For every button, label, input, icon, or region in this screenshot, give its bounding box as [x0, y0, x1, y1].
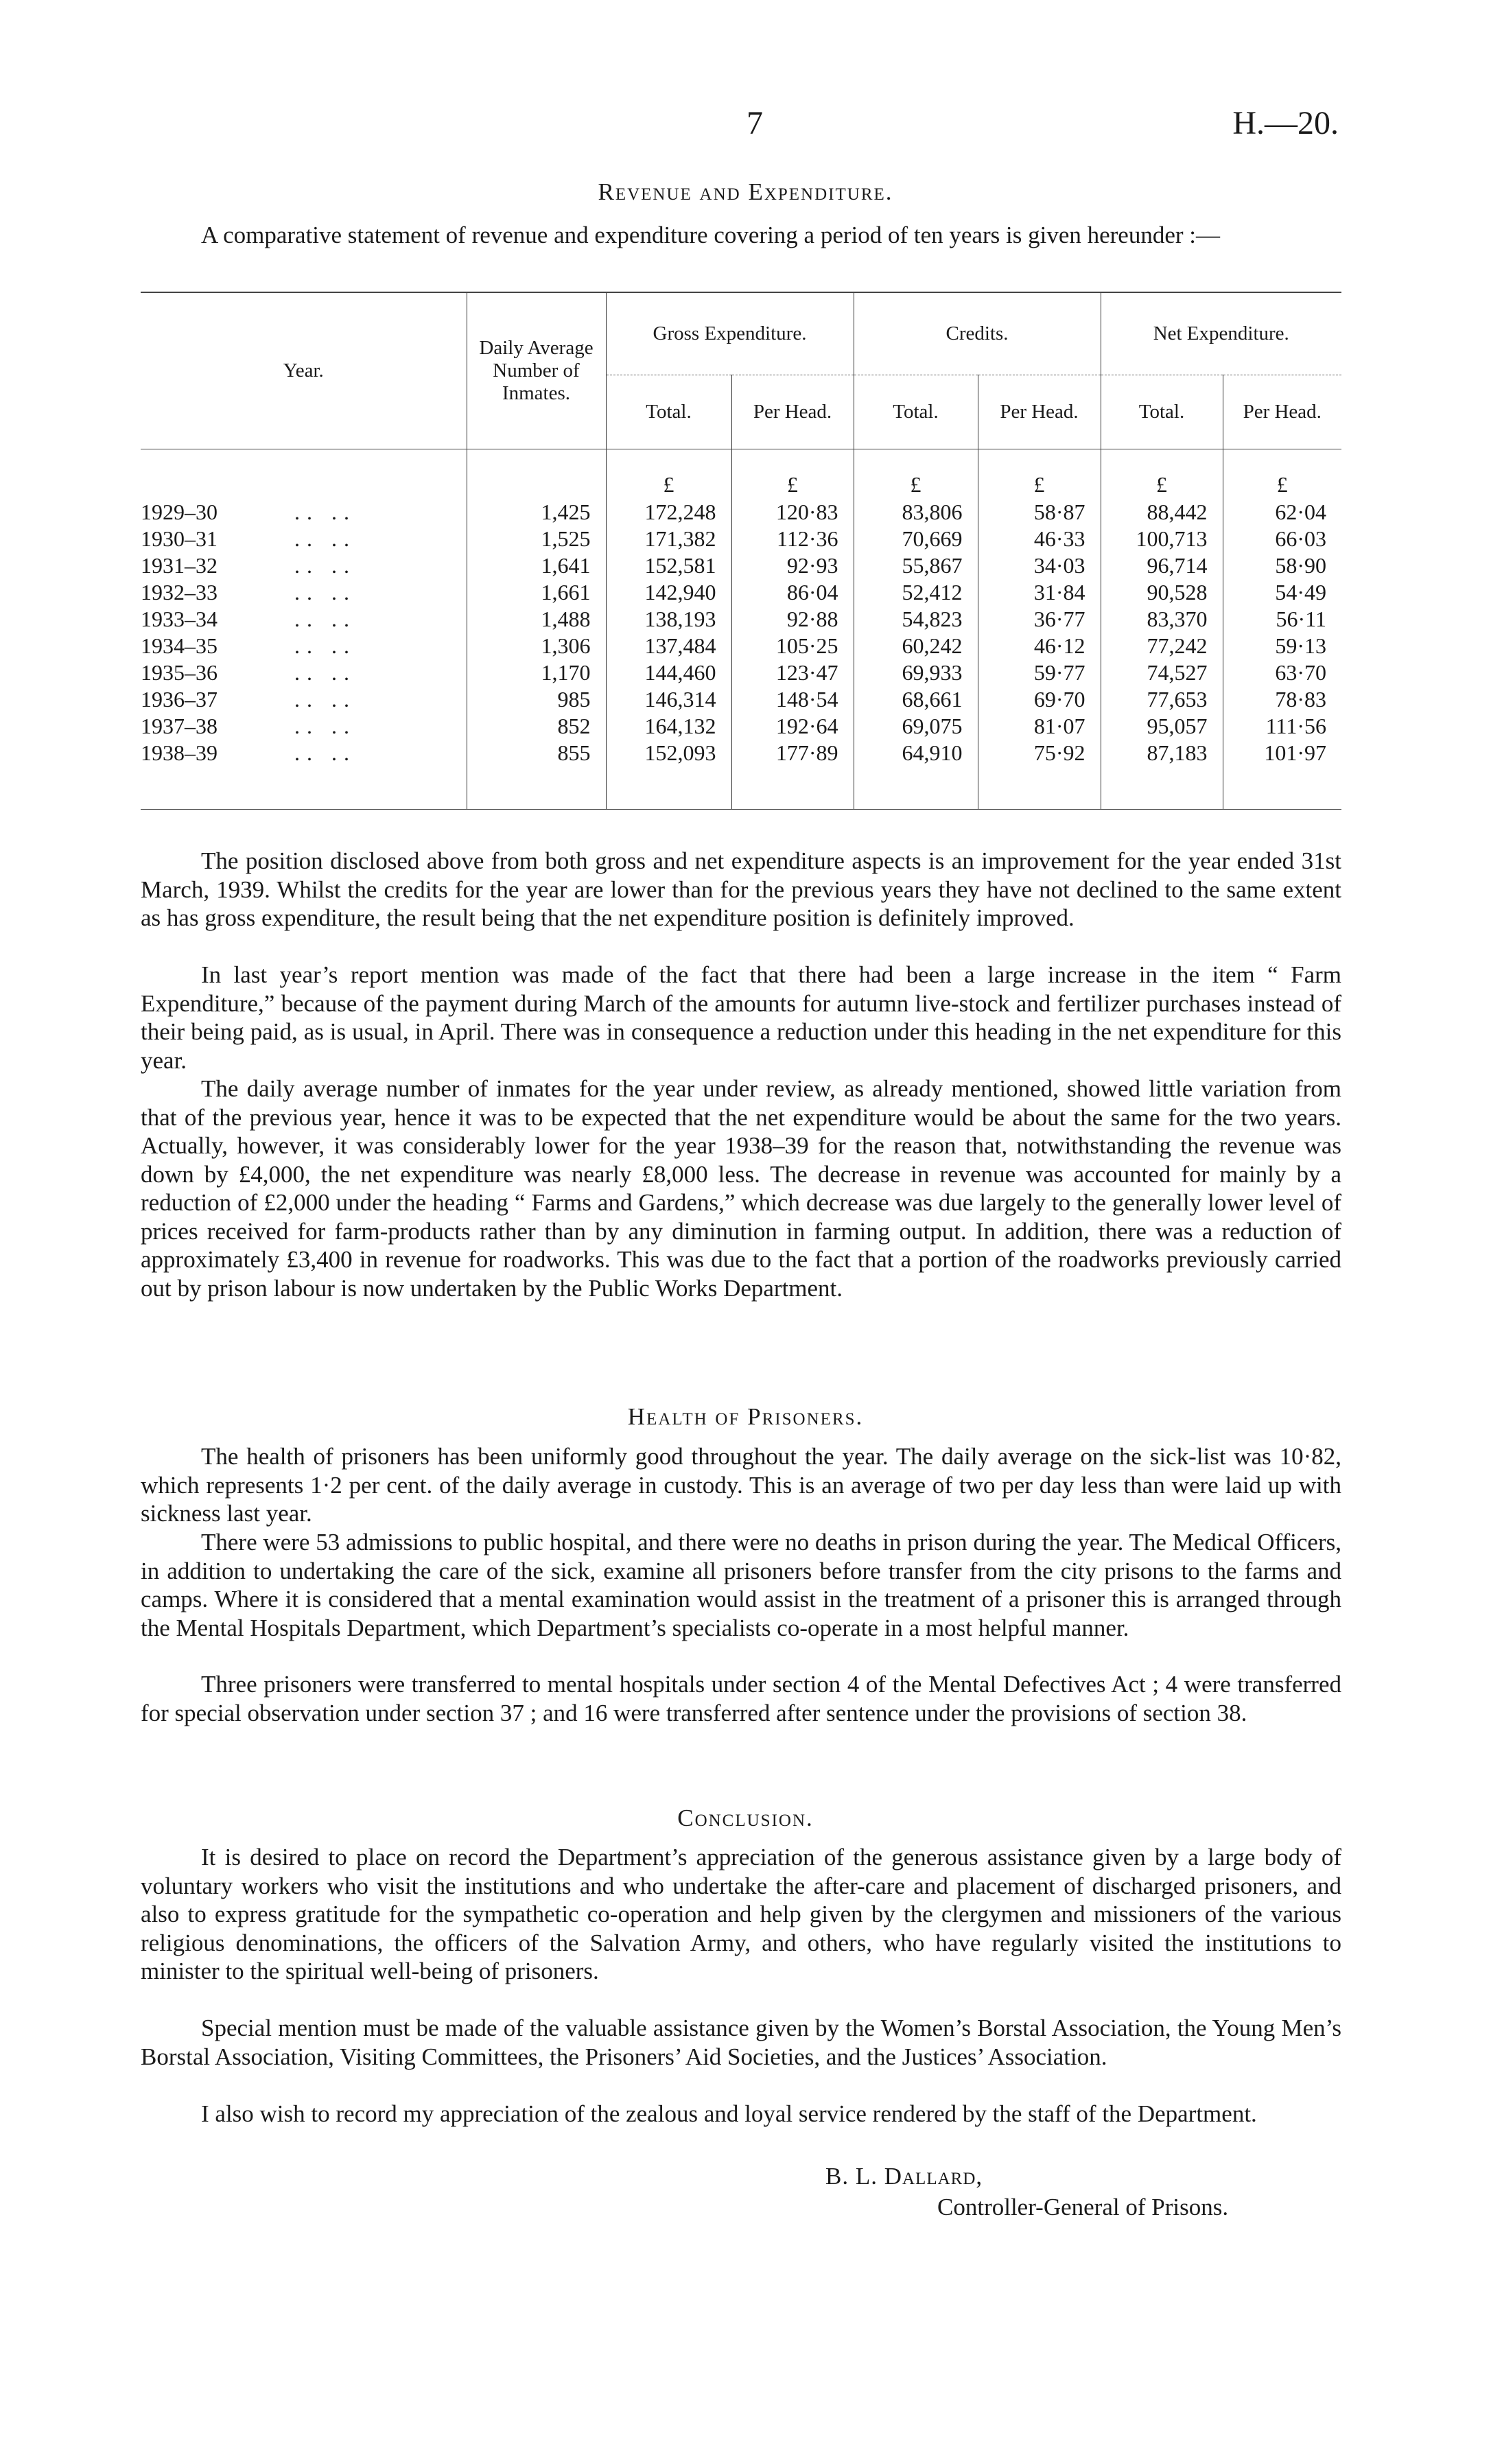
- group-header-net-expenditure: Net Expenditure.: [1101, 292, 1341, 375]
- row-credits-total: 54,823: [854, 606, 978, 633]
- table-row: [141, 633, 1341, 659]
- row-gross-total: 142,940: [606, 579, 731, 606]
- row-credits-per-head: 58·87: [978, 499, 1101, 526]
- table-row: [141, 659, 1341, 686]
- row-gross-per-head: 92·93: [731, 552, 854, 579]
- row-gross-per-head: 92·88: [731, 606, 854, 633]
- row-inmates: 1,306: [467, 633, 606, 659]
- unit-row: [141, 471, 1341, 499]
- revenue-paragraph-1: The position disclosed above from both gross and net expenditure aspects is an improvement for the year ended 31st March, 1939. Whilst the credits for the year are lower than for the previous years they have not declined to the same extent as has gross expenditure, the result being that the net expenditure position is definitely improved.: [141, 847, 1341, 931]
- year-label: 1931–32: [141, 552, 218, 578]
- year-label: 1933–34: [141, 606, 218, 631]
- conclusion-paragraph-2: Special mention must be made of the valuable assistance given by the Women’s Borstal Association, the Young Men’s Borstal Association, Visiting Committees, the Prisoners’ Aid Societies, and the Justices’ Association.: [141, 2015, 1341, 2070]
- row-net-per-head: 78·83: [1223, 686, 1341, 713]
- table-row: [141, 740, 1341, 766]
- row-credits-per-head: 46·12: [978, 633, 1101, 659]
- row-credits-total: 60,242: [854, 633, 978, 659]
- document-reference: H.—20.: [1232, 105, 1339, 141]
- row-net-per-head: 54·49: [1223, 579, 1341, 606]
- row-credits-total: 69,075: [854, 713, 978, 740]
- row-credits-per-head: 36·77: [978, 606, 1101, 633]
- row-net-total: 87,183: [1101, 740, 1223, 766]
- row-credits-total: 64,910: [854, 740, 978, 766]
- row-gross-total: 171,382: [606, 526, 731, 552]
- health-paragraph-1: The health of prisoners has been uniformly good throughout the year. The daily average on the sick-list was 10·82, which represents 1·2 per cent. of the daily average in custody. This is an average of two per day less than were laid up with sickness last year.: [141, 1443, 1341, 1527]
- row-credits-total: 69,933: [854, 659, 978, 686]
- year-label: 1936–37: [141, 686, 218, 712]
- row-credits-per-head: 46·33: [978, 526, 1101, 552]
- row-year: [141, 633, 467, 659]
- row-gross-total: 146,314: [606, 686, 731, 713]
- row-credits-total: 68,661: [854, 686, 978, 713]
- leader-dots: .. ..: [294, 713, 356, 738]
- row-net-per-head: 59·13: [1223, 633, 1341, 659]
- row-year: [141, 579, 467, 606]
- sub-header-credits-per-head: Per Head.: [978, 375, 1101, 449]
- row-credits-total: 83,806: [854, 499, 978, 526]
- signature-title: Controller-General of Prisons.: [937, 2194, 1229, 2220]
- row-gross-per-head: 192·64: [731, 713, 854, 740]
- unit-label: £: [1101, 471, 1223, 499]
- year-label: 1937–38: [141, 713, 218, 738]
- year-label: 1934–35: [141, 633, 218, 658]
- leader-dots: .. ..: [294, 633, 356, 658]
- row-net-per-head: 101·97: [1223, 740, 1341, 766]
- leader-dots: .. ..: [294, 552, 356, 578]
- row-credits-total: 70,669: [854, 526, 978, 552]
- table-row: [141, 686, 1341, 713]
- row-year: [141, 686, 467, 713]
- row-net-total: 74,527: [1101, 659, 1223, 686]
- table-row: [141, 713, 1341, 740]
- revenue-paragraph-3: The daily average number of inmates for the year under review, as already mentioned, showed little variation from that of the previous year, hence it was to be expected that the net expenditure would be about the same for the two years. Actually, however, it was considerably lower for the year 1938–39 for the reason that, notwithstanding the revenue was down by £4,000, the net expenditure was nearly £8,000 less. The decrease in revenue was accounted for mainly by a reduction of £2,000 under the heading “ Farms and Gardens,” which decrease was due largely to the generally lower level of prices received for farm-products rather than by any diminution in farming output. In addition, there was a reduction of approximately £3,400 in revenue for roadworks. This was due to the fact that a portion of the roadworks previously carried out by prison labour is now undertaken by the Public Works Department.: [141, 1075, 1341, 1302]
- health-paragraph-2: There were 53 admissions to public hospital, and there were no deaths in prison during the year. The Medical Officers, in addition to undertaking the care of the sick, examine all prisoners before transfer from the city prisons to the farms and camps. Where it is considered that a mental examination would assist in the treatment of a prisoner this is arranged through the Mental Hospitals Department, which Department’s specialists co-operate in a most helpful manner.: [141, 1529, 1341, 1641]
- year-label: 1930–31: [141, 526, 218, 551]
- row-inmates: 852: [467, 713, 606, 740]
- conclusion-paragraph-1: It is desired to place on record the Department’s appreciation of the generous assistance given by a large body of voluntary workers who visit the institutions and who undertake the after-care and placement of discharged prisoners, and also to express gratitude for the sympathetic co-operation and help given by the clergymen and missioners of the various religious denominations, the officers of the Salvation Army, and others, who have regularly visited the institutions to minister to the spiritual well-being of prisoners.: [141, 1844, 1341, 1984]
- row-inmates: 1,661: [467, 579, 606, 606]
- row-gross-per-head: 177·89: [731, 740, 854, 766]
- row-credits-per-head: 34·03: [978, 552, 1101, 579]
- sub-header-gross-per-head: Per Head.: [731, 375, 854, 449]
- leader-dots: .. ..: [294, 659, 356, 685]
- row-inmates: 1,425: [467, 499, 606, 526]
- leader-dots: .. ..: [294, 740, 356, 765]
- row-net-per-head: 56·11: [1223, 606, 1341, 633]
- row-net-total: 96,714: [1101, 552, 1223, 579]
- table-row: [141, 526, 1341, 552]
- row-inmates: 855: [467, 740, 606, 766]
- revenue-paragraph-2: In last year’s report mention was made of the fact that there had been a large increase in the item “ Farm Expenditure,” because of the payment during March of the amounts for autumn live-stock and fertilizer purchases instead of their being paid, as is usual, in April. There was in consequence a reduction under this heading in the net expenditure for this year.: [141, 961, 1341, 1074]
- revenue-expenditure-table: [141, 292, 1341, 810]
- col-header-inmates: Daily Average Number of Inmates.: [467, 292, 606, 449]
- row-year: [141, 740, 467, 766]
- sub-header-credits-total: Total.: [854, 375, 978, 449]
- row-credits-per-head: 69·70: [978, 686, 1101, 713]
- unit-label: £: [854, 471, 978, 499]
- row-gross-per-head: 86·04: [731, 579, 854, 606]
- sub-header-gross-total: Total.: [606, 375, 731, 449]
- table-row: [141, 579, 1341, 606]
- row-net-per-head: 62·04: [1223, 499, 1341, 526]
- row-gross-total: 164,132: [606, 713, 731, 740]
- row-net-total: 88,442: [1101, 499, 1223, 526]
- table-row: [141, 606, 1341, 633]
- sub-header-net-per-head: Per Head.: [1223, 375, 1341, 449]
- row-credits-total: 52,412: [854, 579, 978, 606]
- row-net-per-head: 111·56: [1223, 713, 1341, 740]
- row-net-total: 95,057: [1101, 713, 1223, 740]
- revenue-intro: A comparative statement of revenue and expenditure covering a period of ten years is given hereunder :—: [201, 222, 1220, 248]
- year-label: 1932–33: [141, 579, 218, 605]
- row-credits-per-head: 31·84: [978, 579, 1101, 606]
- row-year: [141, 526, 467, 552]
- row-net-per-head: 58·90: [1223, 552, 1341, 579]
- group-header-credits: Credits.: [854, 292, 1101, 375]
- row-net-per-head: 63·70: [1223, 659, 1341, 686]
- row-gross-total: 152,581: [606, 552, 731, 579]
- row-year: [141, 606, 467, 633]
- health-heading: Health of Prisoners.: [627, 1403, 864, 1430]
- row-gross-total: 138,193: [606, 606, 731, 633]
- unit-label: £: [731, 471, 854, 499]
- conclusion-heading: Conclusion.: [677, 1805, 814, 1831]
- row-net-total: 90,528: [1101, 579, 1223, 606]
- sub-header-net-total: Total.: [1101, 375, 1223, 449]
- leader-dots: .. ..: [294, 686, 356, 712]
- row-credits-per-head: 81·07: [978, 713, 1101, 740]
- unit-label: £: [606, 471, 731, 499]
- row-year: [141, 659, 467, 686]
- revenue-heading: Revenue and Expenditure.: [598, 178, 893, 205]
- leader-dots: .. ..: [294, 606, 356, 631]
- row-gross-per-head: 112·36: [731, 526, 854, 552]
- row-gross-total: 144,460: [606, 659, 731, 686]
- row-credits-per-head: 75·92: [978, 740, 1101, 766]
- row-net-total: 77,242: [1101, 633, 1223, 659]
- row-year: [141, 713, 467, 740]
- leader-dots: .. ..: [294, 526, 356, 551]
- row-year: [141, 499, 467, 526]
- table-row: [141, 499, 1341, 526]
- conclusion-paragraph-3: I also wish to record my appreciation of the zealous and loyal service rendered by the staff of the Department.: [201, 2100, 1257, 2127]
- group-header-gross-expenditure: Gross Expenditure.: [606, 292, 854, 375]
- row-inmates: 985: [467, 686, 606, 713]
- row-gross-total: 172,248: [606, 499, 731, 526]
- leader-dots: .. ..: [294, 579, 356, 605]
- row-credits-per-head: 59·77: [978, 659, 1101, 686]
- row-gross-per-head: 105·25: [731, 633, 854, 659]
- row-gross-per-head: 123·47: [731, 659, 854, 686]
- signature-name: B. L. Dallard,: [825, 2163, 983, 2190]
- row-inmates: 1,488: [467, 606, 606, 633]
- year-label: 1938–39: [141, 740, 218, 765]
- row-gross-total: 137,484: [606, 633, 731, 659]
- row-net-total: 77,653: [1101, 686, 1223, 713]
- col-header-year: Year.: [141, 292, 467, 449]
- row-credits-total: 55,867: [854, 552, 978, 579]
- row-inmates: 1,525: [467, 526, 606, 552]
- row-gross-per-head: 120·83: [731, 499, 854, 526]
- year-label: 1935–36: [141, 659, 218, 685]
- row-inmates: 1,641: [467, 552, 606, 579]
- row-net-total: 83,370: [1101, 606, 1223, 633]
- row-gross-total: 152,093: [606, 740, 731, 766]
- year-label: 1929–30: [141, 499, 218, 524]
- unit-label: £: [978, 471, 1101, 499]
- unit-label: £: [1223, 471, 1341, 499]
- row-gross-per-head: 148·54: [731, 686, 854, 713]
- leader-dots: .. ..: [294, 499, 356, 524]
- health-paragraph-3: Three prisoners were transferred to mental hospitals under section 4 of the Mental Defectives Act ; 4 were transferred for special observation under section 37 ; and 16 were transferred after sentence under the provisions of section 38.: [141, 1671, 1341, 1726]
- page-number: 7: [747, 105, 763, 141]
- row-net-total: 100,713: [1101, 526, 1223, 552]
- row-year: [141, 552, 467, 579]
- table-row: [141, 552, 1341, 579]
- row-inmates: 1,170: [467, 659, 606, 686]
- row-net-per-head: 66·03: [1223, 526, 1341, 552]
